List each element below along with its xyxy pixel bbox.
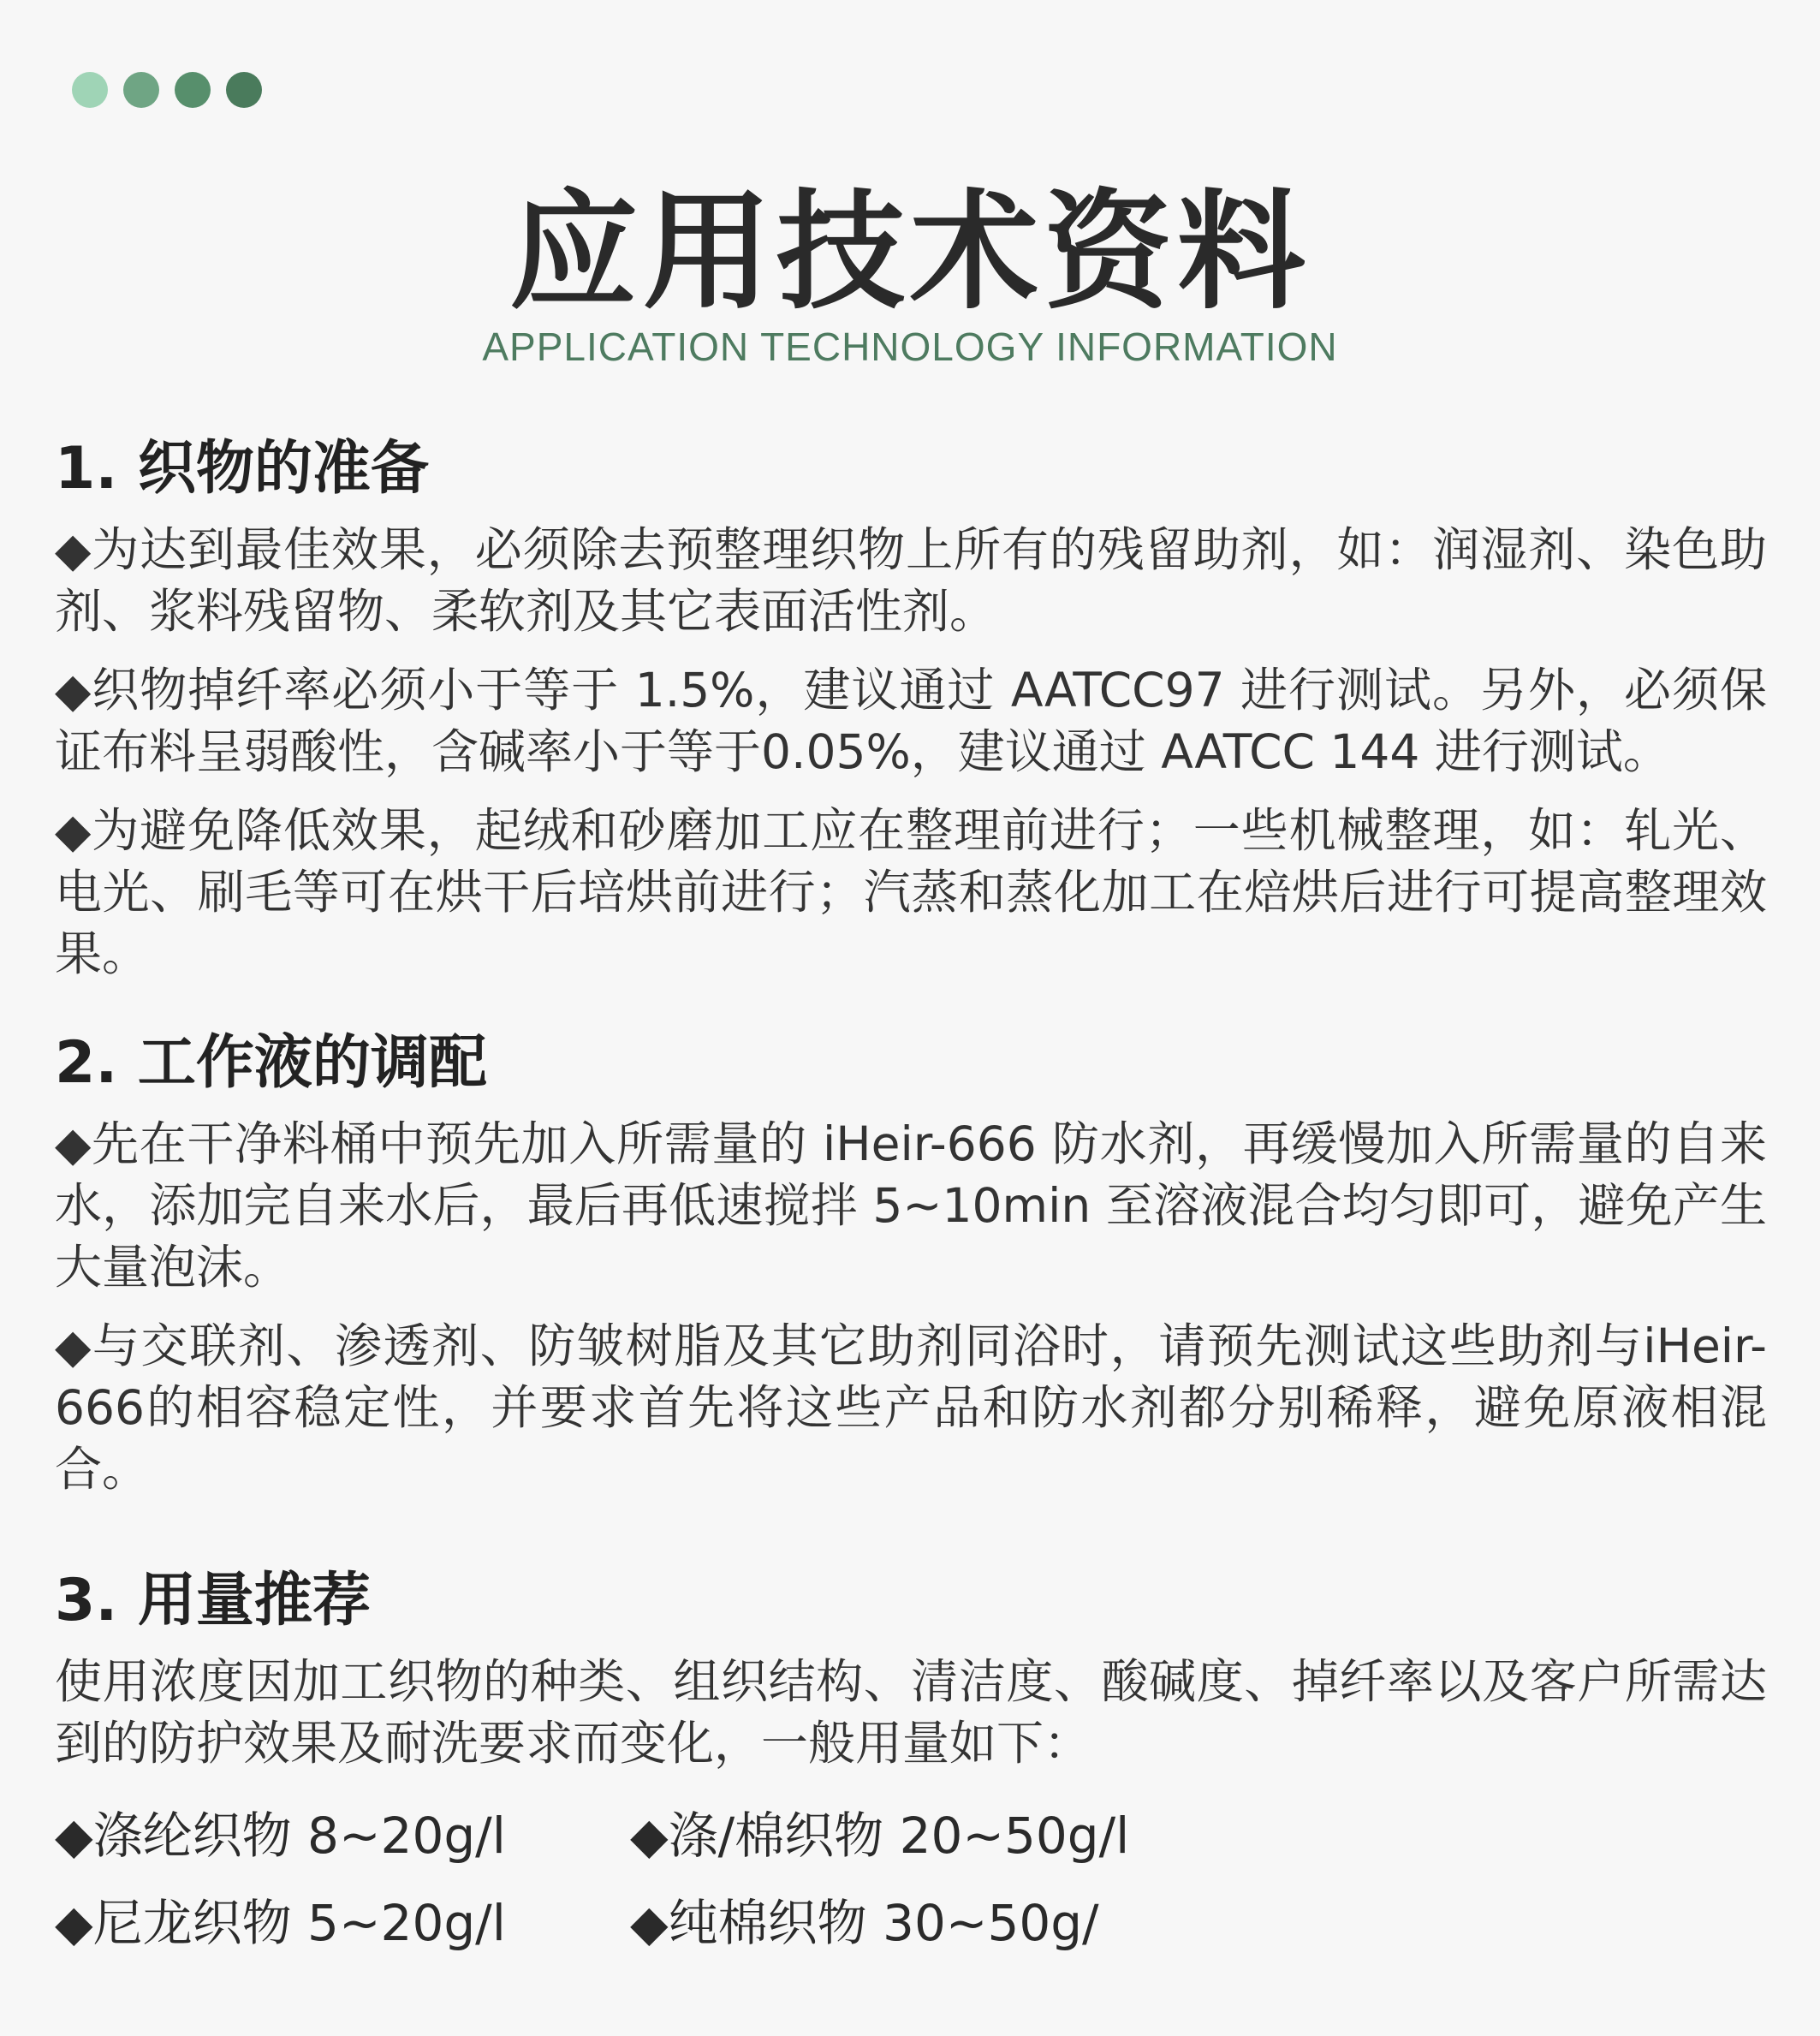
paragraph: ◆先在干净料桶中预先加入所需量的 iHeir-666 防水剂，再缓慢加入所需量的自来水，添加完自来水后，最后再低速搅拌 5~10min 至溶液混合均匀即可，避免产生大量泡沫。 <box>55 1116 1767 1295</box>
section-bath-preparation <box>55 1022 1767 1500</box>
paragraph: ◆与交联剂、渗透剂、防皱树脂及其它助剂同浴时，请预先测试这些助剂与iHeir-666的相容稳定性，并要求首先将这些产品和防水剂都分别稀释，避免原液相混合。 <box>55 1319 1767 1497</box>
paragraph: ◆为达到最佳效果，必须除去预整理织物上所有的残留助剂，如：润湿剂、染色助剂、浆料残留物、柔软剂及其它表面活性剂。 <box>55 522 1767 639</box>
section-dosage <box>55 1560 1767 1954</box>
dosage-item: ◆尼龙织物 5~20g/l <box>55 1894 506 1952</box>
dot-3 <box>175 72 211 108</box>
decorative-dots <box>72 72 262 108</box>
page-subtitle: APPLICATION TECHNOLOGY INFORMATION <box>482 324 1338 369</box>
section-fabric-preparation <box>55 428 1767 985</box>
section-title: 2. 工作液的调配 <box>55 1029 487 1097</box>
content <box>55 428 1767 1991</box>
dot-2 <box>123 72 159 108</box>
page-title: 应用技术资料 <box>509 178 1311 327</box>
paragraph: ◆织物掉纤率必须小于等于 1.5%，建议通过 AATCC97 进行测试。另外，必须保证布料呈弱酸性，含碱率小于等于0.05%，建议通过 AATCC 144 进行测试。 <box>55 663 1767 779</box>
dosage-item: ◆涤纶织物 8~20g/l <box>55 1807 506 1865</box>
paragraph: 使用浓度因加工织物的种类、组织结构、清洁度、酸碱度、掉纤率以及客户所需达到的防护效果及耐洗要求而变化，一般用量如下： <box>55 1654 1767 1771</box>
dosage-item: ◆纯棉织物 30~50g/ <box>630 1894 1099 1952</box>
section-title: 1. 织物的准备 <box>55 435 429 503</box>
paragraph: ◆为避免降低效果，起绒和砂磨加工应在整理前进行；一些机械整理，如：轧光、电光、刷毛等可在烘干后培烘前进行；汽蒸和蒸化加工在焙烘后进行可提高整理效果。 <box>55 803 1767 981</box>
dot-4 <box>226 72 262 108</box>
dosage-list <box>55 1805 1767 1954</box>
dot-1 <box>72 72 108 108</box>
dosage-item: ◆涤/棉织物 20~50g/l <box>630 1807 1130 1865</box>
section-title: 3. 用量推荐 <box>55 1567 371 1634</box>
